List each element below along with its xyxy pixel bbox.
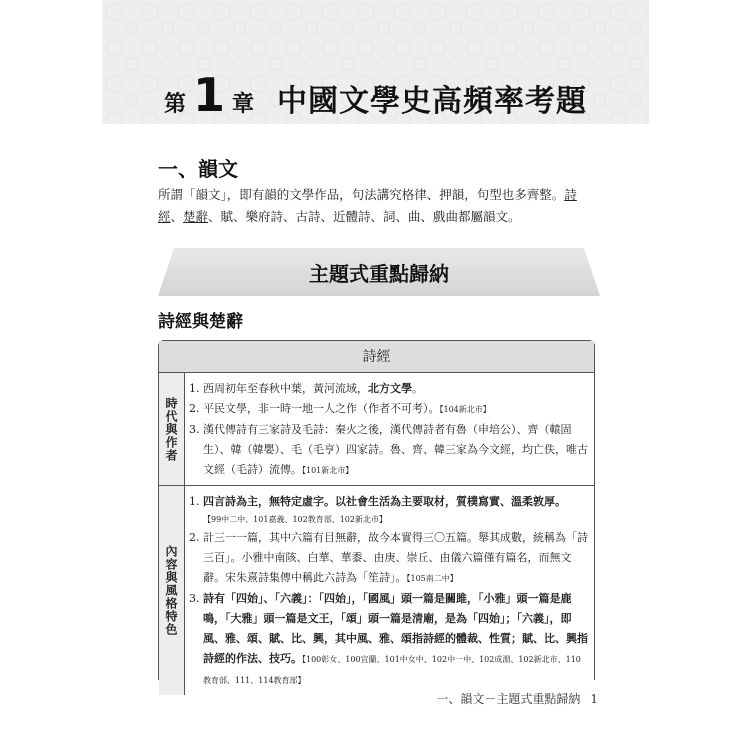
chapter-title-text: 中國文學史高頻率考題 <box>277 84 588 119</box>
subheading: 詩經與楚辭 <box>158 312 243 332</box>
row-body <box>185 486 594 695</box>
page-footer <box>436 690 598 707</box>
list-item: 1. 西周初年至春秋中葉，黃河流域，北方文學。 <box>189 382 423 395</box>
row-body <box>185 373 594 485</box>
row-label: 時代與作者 <box>159 373 185 485</box>
exam-ref: 【105南二中】 <box>406 574 458 583</box>
footer-title: 一、韻文－主題式重點歸納 <box>436 692 581 706</box>
intro-term-chuci: 楚辭 <box>183 209 209 224</box>
chapter-suffix: 章 <box>232 92 256 117</box>
page-number: 1 <box>590 692 598 706</box>
row-label: 內容與風格特色 <box>159 486 185 695</box>
table-row <box>159 373 594 486</box>
intro-term-shijing: 詩經 <box>158 187 577 224</box>
summary-table <box>158 340 595 685</box>
topic-banner <box>158 248 600 296</box>
chapter-title <box>102 68 649 122</box>
banner-title: 主題式重點歸納 <box>309 262 449 286</box>
exam-ref: 【101新北市】 <box>302 466 354 475</box>
exam-ref: 【99中二中、101嘉義、102教育部、102新北市】 <box>203 515 387 524</box>
list-item: 3. 漢代傳詩有三家詩及毛詩：秦火之後，漢代傳詩者有魯（申培公）、齊（轅固生）、韓（韓嬰）、毛（毛亨）四家詩。魯、齊、韓三家為今文經，均亡佚，唯古文經（毛詩）流傳。【101新北市】 <box>189 423 588 476</box>
exam-ref: 【104新北市】 <box>439 405 491 414</box>
table-row <box>159 486 594 695</box>
list-item: 3. 詩有「四始」、「六義」：「四始」，「國風」頭一篇是關雎，「小雅」頭一篇是鹿鳴，「大雅」頭一篇是文王，「頌」頭一篇是清廟，是為「四始」；「六義」，即風、雅、頌、賦、比、興，其中風、雅、頌指詩經的體裁、性質；賦、比、興指詩經的作法、技巧。【100彰女、100宜蘭、101中女中、102中一中、102成淵、102新北市、110教育部、111、114教育部】 <box>189 592 588 685</box>
list-item: 2. 平民文學，非一時一地一人之作（作者不可考）。【104新北市】 <box>189 402 491 415</box>
section-heading: 一、韻文 <box>158 157 238 181</box>
list-item: 2. 計三一一篇，其中六篇有目無辭，故今本實得三〇五篇。舉其成數，統稱為「詩三百」。小雅中南陔、白華、華黍、由庚、崇丘、由儀六篇僅有篇名，而無文辭。宋朱熹詩集傳中稱此六詩為「笙詩」。【105南二中】 <box>189 531 588 584</box>
chapter-header-band <box>102 0 649 124</box>
table-title: 詩經 <box>159 341 594 373</box>
list-item: 1. 四言詩為主，無特定虛字。以社會生活為主要取材，質樸寫實、溫柔敦厚。 <box>189 495 566 508</box>
exam-ref: 【100彰女、100宜蘭、101中女中、102中一中、102成淵、102新北市、110教育部、111、114教育部】 <box>203 655 581 685</box>
intro-paragraph: 所謂「韻文」，即有韻的文學作品，句法講究格律、押韻，句型也多齊整。詩經、楚辭、賦、樂府詩、古詩、近體詩、詞、曲、戲曲都屬韻文。 <box>158 187 577 224</box>
chapter-prefix: 第 <box>163 92 187 117</box>
chapter-number: 1 <box>192 68 226 122</box>
